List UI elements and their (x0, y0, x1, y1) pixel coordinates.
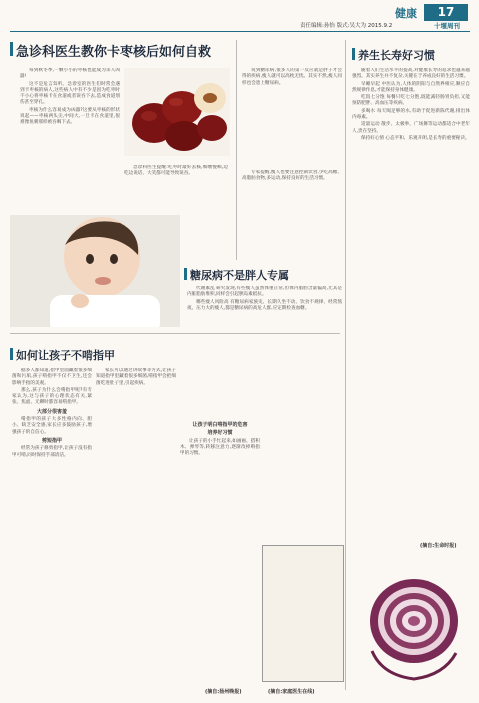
red-dates-icon (124, 68, 230, 156)
article3-headline: 糖尿病不是胖人专属 (190, 269, 289, 282)
edition-name: 十堰周刊 (434, 22, 460, 30)
article2-subhead: 培养好习惯 (207, 430, 233, 437)
section-title: 健康 (395, 7, 417, 20)
page-number (424, 4, 468, 21)
article2-credit: (摘自:扬州晚报) (205, 689, 242, 695)
article2-paragraph: 让孩子的小手忙起来,如画画、搭积木、弹琴等,转移注意力,逐渐改掉啃指甲的习惯。 (180, 438, 260, 457)
article1-paragraph: 这不是危言耸听。急诊室的医生们时常会遇到卡枣核的病人,这些病人中有不少是因为吃枣时不小心将枣核卡在食道或者误吞下去,造成食道划伤甚至穿孔。 (20, 81, 120, 106)
page-number-text: 17 (437, 5, 455, 19)
child-icon (10, 215, 180, 327)
article4-credit: (摘自:生命时报) (420, 543, 457, 549)
article4-headline: 养生长寿好习惯 (358, 49, 435, 62)
article2-headline: 如何让孩子不啃指甲 (16, 349, 115, 362)
masthead-rule (10, 31, 470, 32)
article4-paragraph: 随着人们生活水平的提高,对健康长寿的追求也越来越强烈。其实养生并不复杂,关键在于养成良好的生活习惯。 (352, 68, 470, 80)
article3-paragraph: 哪些瘦人风险高 有糖尿病家族史、长期久坐不动、饮食不规律、经常熬夜、压力大的瘦人,都是糖尿病的高危人群,应定期检查血糖。 (187, 299, 342, 311)
article2-subhead: 剪短指甲 (41, 437, 62, 444)
red-dates-photo (124, 68, 230, 156)
article4-paragraph: 早睡早起 中医认为,人体的阴阳与自然界相应,顺应自然规律作息,才能保持身体健康。 (352, 81, 470, 93)
article4-paragraph: 适量运动 散步、太极拳、广场舞等运动都适合中老年人,贵在坚持。 (352, 122, 470, 134)
article3-paragraph: 说到糖尿病,很多人的第一反应就是胖子才会得的疾病,瘦人就可以高枕无忧。其实不然,瘦人同样也会患上糖尿病。 (242, 68, 342, 86)
article3-info-box (262, 545, 344, 682)
article3-credit: (摘自:家庭医生在线) (268, 689, 315, 695)
headline-marker (10, 348, 13, 360)
article4-body (352, 68, 470, 543)
headline-marker (352, 48, 355, 60)
article4-paragraph: 保持好心情 心态平和、乐观开朗,是长寿的重要秘诀。 (361, 135, 470, 141)
horizontal-divider (10, 333, 340, 334)
onion-photo (352, 555, 472, 695)
article3-body-lower (187, 286, 342, 416)
article2-paragraph: 经常为孩子修剪指甲,让孩子没有指甲可啃,同时保持手部清洁。 (12, 446, 92, 458)
article3-paragraph: 代谢素乱 研究发现,有些瘦人虽然体重正常,但体内脂肪含量偏高,尤其是内脏脂肪堆积,同样会引起胰岛素抵抗。 (187, 286, 342, 298)
article2-paragraph: 据多人都知道,指甲里面藏着很多细菌和污垢,孩子啃指甲不仅不卫生,还会影响手指的美观。 (12, 368, 92, 386)
article1-paragraph: 枣核为什么容易成为凶器?这要从枣核的形状说起——枣核两头尖,中间大,一旦卡在食道里,很难像鱼刺那样被吞咽下去。 (20, 107, 120, 126)
article2-subhead: 让孩子明白啃指甲的危害 (192, 422, 248, 428)
headline-marker (184, 268, 187, 280)
vertical-divider (345, 40, 346, 690)
article2-paragraph: 家长可以通过讲故事等方式,让孩子知道指甲里藏着很多细菌,啃指甲会把细菌吃进肚子里,引起疾病。 (96, 368, 176, 386)
headline-marker (10, 42, 13, 56)
article4-paragraph: 吃饭七分饱 每餐只吃七分饱,既能减轻肠胃负担,又能预防肥胖、高血压等疾病。 (352, 95, 470, 107)
vertical-divider (236, 40, 237, 260)
article1-paragraph: 每到秋冬季,一颗小小的枣核也能成为杀人凶器! (20, 68, 120, 80)
article2-body-col1 (12, 368, 92, 688)
child-photo (10, 215, 180, 327)
editor-line: 责任编辑:孙怡 版式:吴大为 2015.9.2 (300, 23, 393, 29)
article2-body-col2 (96, 368, 176, 688)
article2-body-col3 (180, 420, 260, 690)
onion-icon (352, 555, 472, 695)
masthead (0, 0, 479, 34)
article2-paragraph: 那么,孩子为什么会啃指甲呢?有专家认为,这与孩子的心理状态有关,紧张、焦虑、无聊时都容易啃指甲。 (12, 387, 92, 406)
article2-subhead: 大部分很害羞 (36, 408, 67, 415)
article4-paragraph: 多喝水 每天喝足够的水,有助于促进新陈代谢,排出体内毒素。 (352, 108, 470, 121)
article3-top-col2 (242, 170, 342, 270)
article1-headline: 急诊科医生教你卡枣核后如何自救 (16, 45, 212, 60)
article2-paragraph: 啃指甲的孩子大多性格内向、胆小、缺乏安全感,家长应多鼓励孩子,增强孩子的自信心。 (12, 417, 92, 435)
article1-paragraph: 急诊科医生提醒:吃枣时最好去核,细嚼慢咽,边吃边说话、大笑都可能导致误吞。 (124, 165, 228, 177)
article3-paragraph: 专家提醒,瘦人也要注意控制饮食,少吃高糖、高脂肪食物,多运动,保持良好的生活习惯。 (242, 170, 342, 182)
